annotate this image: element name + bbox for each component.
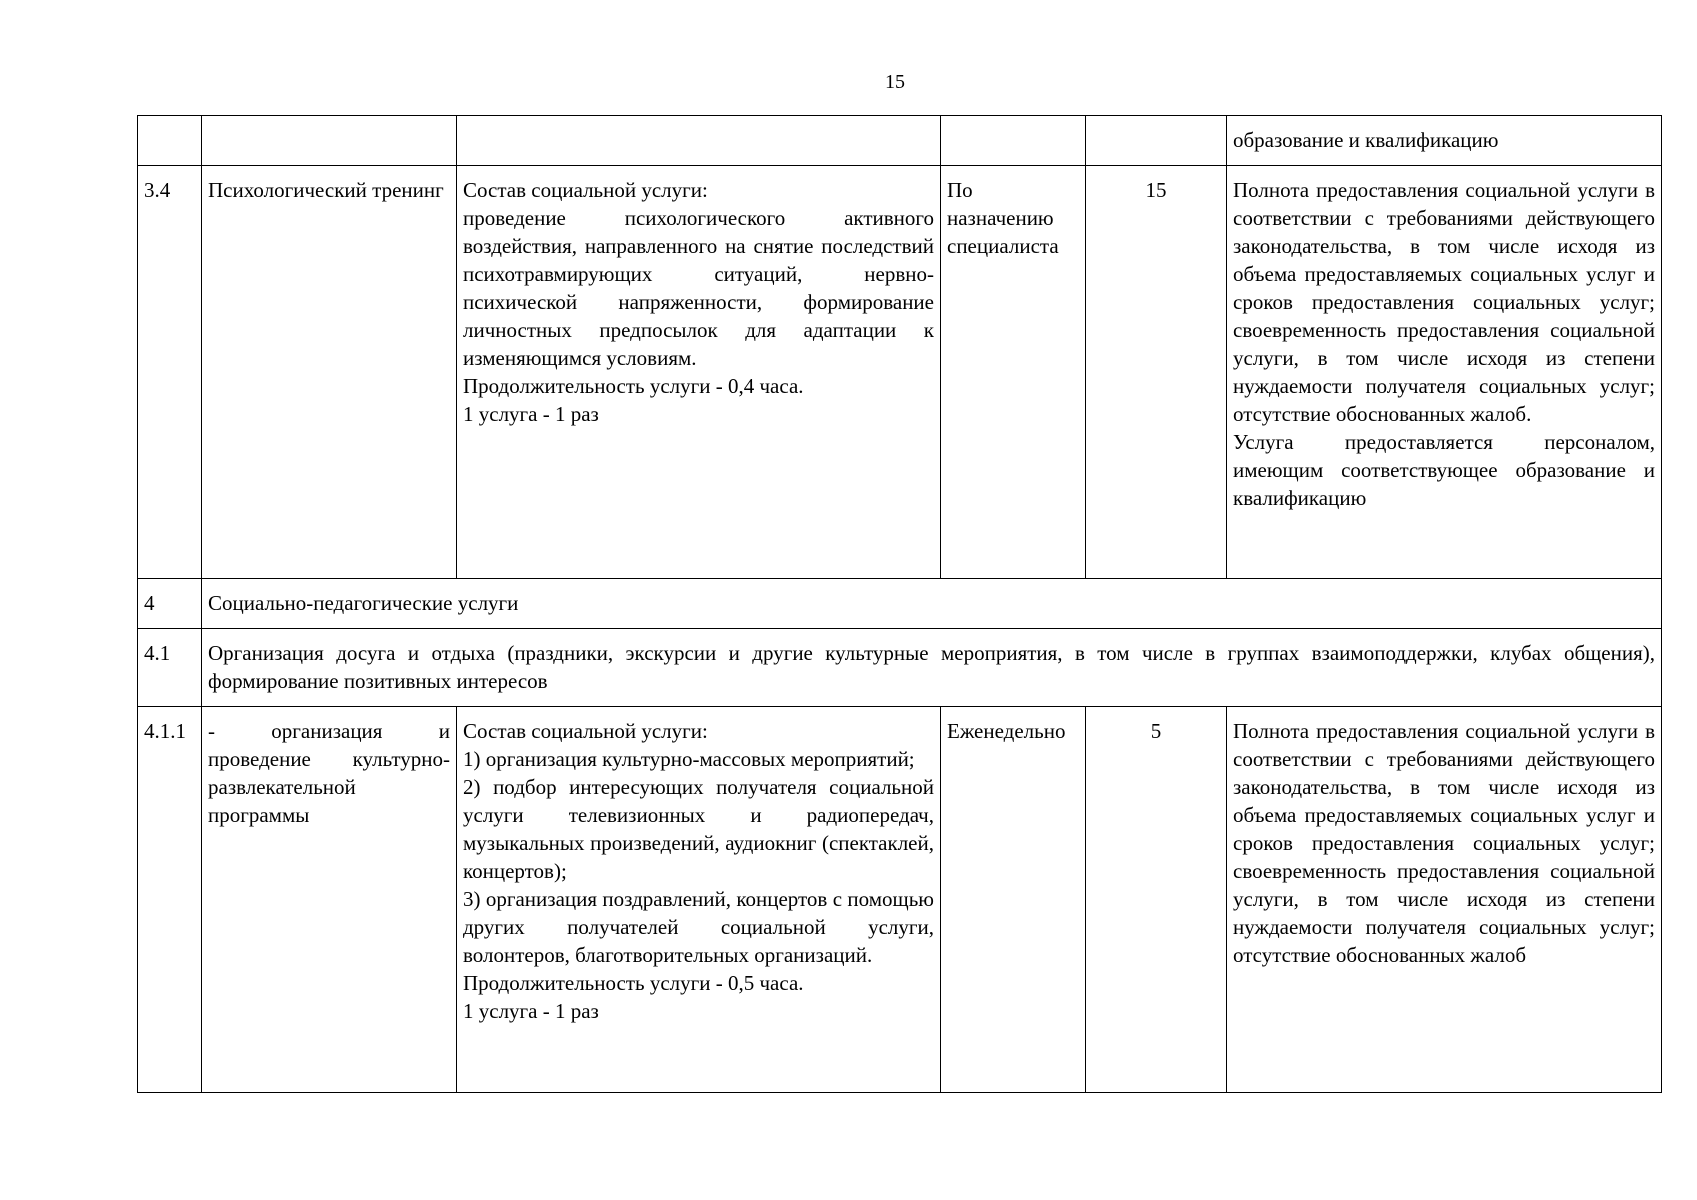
cell-num: 4.1 — [138, 629, 202, 707]
cell-num: 4.1.1 — [138, 707, 202, 1093]
cell-num — [138, 116, 202, 166]
cell-standard: образование и квалификацию — [1227, 116, 1662, 166]
content-line: 1) организация культурно-массовых мероприятий; — [463, 747, 915, 771]
cell-content — [457, 116, 941, 166]
section-title: Социально-педагогические услуги — [202, 579, 1662, 629]
table-row-4 — [138, 579, 1662, 629]
content-line: 2) подбор интересующих получателя социальной услуги телевизионных и радиопередач, музыкальных произведений, аудиокниг (спектаклей, концертов); — [463, 775, 934, 883]
content-line: 3) организация поздравлений, концертов с помощью других получателей социальной услуги, волонтеров, благотворительных организаций. — [463, 887, 934, 967]
cell-standard — [1227, 166, 1662, 579]
cell-num: 3.4 — [138, 166, 202, 579]
cell-name: - организация и проведение культурно-развлекательной программы — [202, 707, 457, 1093]
content-line: Состав социальной услуги: — [463, 178, 708, 202]
page-number: 15 — [885, 71, 905, 93]
cell-name — [202, 116, 457, 166]
table-row-3-4 — [138, 166, 1662, 579]
standard-line: Услуга предоставляется персоналом, имеющим соответствующее образование и квалификацию — [1233, 430, 1655, 510]
table-row-continuation — [138, 116, 1662, 166]
cell-name: Психологический тренинг — [202, 166, 457, 579]
content-line: Состав социальной услуги: — [463, 719, 708, 743]
content-line: 1 услуга - 1 раз — [463, 402, 599, 426]
subsection-title: Организация досуга и отдыха (праздники, экскурсии и другие культурные мероприятия, в том числе в группах взаимоподдержки, клубах общения), формирование позитивных интересов — [202, 629, 1662, 707]
cell-periodicity — [941, 116, 1086, 166]
cell-num: 4 — [138, 579, 202, 629]
content-line: Продолжительность услуги - 0,5 часа. — [463, 971, 804, 995]
content-line: 1 услуга - 1 раз — [463, 999, 599, 1023]
services-table — [137, 115, 1662, 1093]
cell-count — [1086, 116, 1227, 166]
standard-line: Полнота предоставления социальной услуги в соответствии с требованиями действующего законодательства, в том числе исходя из объема предоставляемых социальных услуг и сроков предоставления социальных услуг; своевременность предоставления социальной услуги, в том числе исходя из степени нуждаемости получателя социальных услуг; отсутствие обоснованных жалоб. — [1233, 178, 1655, 426]
cell-periodicity: По назначению специалиста — [941, 166, 1086, 579]
table-row-4-1 — [138, 629, 1662, 707]
cell-content — [457, 166, 941, 579]
cell-content — [457, 707, 941, 1093]
standard-line: Полнота предоставления социальной услуги в соответствии с требованиями действующего законодательства, в том числе исходя из объема предоставляемых социальных услуг и сроков предоставления социальных услуг; своевременность предоставления социальной услуги, в том числе исходя из степени нуждаемости получателя социальных услуг; отсутствие обоснованных жалоб — [1233, 719, 1655, 967]
content-line: Продолжительность услуги - 0,4 часа. — [463, 374, 804, 398]
cell-standard — [1227, 707, 1662, 1093]
cell-count: 5 — [1086, 707, 1227, 1093]
cell-periodicity: Еженедельно — [941, 707, 1086, 1093]
content-line: проведение психологического активного воздействия, направленного на снятие последствий психотравмирующих ситуаций, нервно-психической напряженности, формирование личностных предпосылок для адаптации к изменяющимся условиям. — [463, 206, 934, 370]
cell-count: 15 — [1086, 166, 1227, 579]
table-row-4-1-1 — [138, 707, 1662, 1093]
